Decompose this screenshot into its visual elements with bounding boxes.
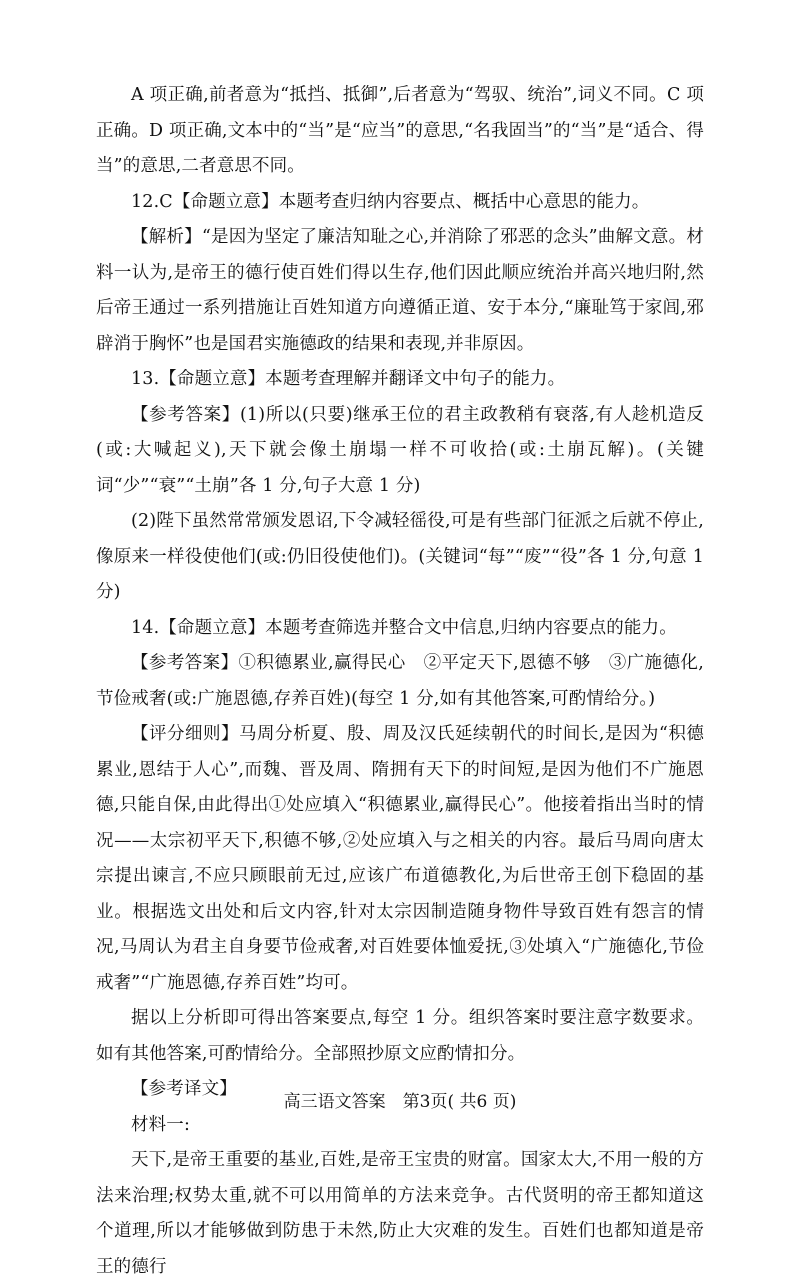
paragraph-material-one-label: 材料一:: [131, 1114, 190, 1135]
paragraph-q13-answer-2: (2)陛下虽然常常颁发恩诏,下令减轻徭役,可是有些部门征派之后就不停止,像原来一样役使他们(或:仍旧役使他们)。(关键词“每”“废”“役”各 1 分,句意 1 分): [96, 511, 704, 602]
paragraph-q12-analysis: 【解析】“是因为坚定了廉洁知耻之心,并消除了邪恶的念头”曲解文意。材料一认为,是帝王的德行使百姓们得以生存,他们因此顺应统治并高兴地归附,然后帝王通过一系列措施让百姓知道方向遵循正道、安于本分,“廉耻笃于家闾,邪辟消于胸怀”也是国君实施德政的结果和表现,并非原因。: [96, 227, 704, 354]
paragraph-translation-text: 天下,是帝王重要的基业,百姓,是帝王宝贵的财富。国家太大,不用一般的方法来治理;权势太重,就不可以用简单的方法来竞争。古代贤明的帝王都知道这个道理,所以才能够做到防患于未然,防止大灾难的发生。百姓们也都知道是帝王的德行: [96, 1150, 704, 1277]
paragraph-q13-intent: 13.【命题立意】本题考查理解并翻译文中句子的能力。: [131, 369, 566, 389]
paragraph-q14-scoring-rules: 【评分细则】马周分析夏、殷、周及汉氏延续朝代的时间长,是因为“积德累业,恩结于人心”,而魏、晋及周、隋拥有天下的时间短,是因为他们不广施恩德,只能自保,由此得出①处应填入“积德累业,赢得民心”。他接着指出当时的情况——太宗初平天下,积德不够,②处应填入与之相关的内容。最后马周向唐太宗提出谏言,不应只顾眼前无过,应该广布道德教化,为后世帝王创下稳固的基业。根据选文出处和后文内容,针对太宗因制造随身物件导致百姓有怨言的情况,马周认为君主自身要节俭戒奢,对百姓要体恤爱抚,③处填入“广施德化,节俭戒奢”“广施恩德,存养百姓”均可。: [96, 724, 704, 993]
paragraph-translation-heading: 【参考译文】: [131, 1079, 237, 1099]
paragraph-q14-answer: 【参考答案】①积德累业,赢得民心 ②平定天下,恩德不够 ③广施德化,节俭戒奢(或:广施恩德,存养百姓)(每空 1 分,如有其他答案,可酌情给分。): [96, 653, 704, 709]
paragraph-q13-answer-1: 【参考答案】(1)所以(只要)继承王位的君主政教稍有衰落,有人趁机造反(或:大喊起义),天下就会像土崩塌一样不可收拾(或:土崩瓦解)。(关键词“少”“衰”“土崩”各 1 分,句子大意 1 分): [96, 404, 704, 496]
paragraph-q14-intent: 14.【命题立意】本题考查筛选并整合文中信息,归纳内容要点的能力。: [131, 617, 677, 638]
paragraph-answer-11-explanation: A 项正确,前者意为“抵挡、抵御”,后者意为“驾驭、统治”,词义不同。C 项正确。D 项正确,文本中的“当”是“应当”的意思,“名我固当”的“当”是“适合、得当”的意思,二者意思不同。: [96, 85, 704, 176]
paragraph-q12-intent: 12.C【命题立意】本题考查归纳内容要点、概括中心意思的能力。: [131, 191, 650, 212]
page-footer: 高三语文答案 第3页( 共6 页): [283, 1092, 517, 1112]
paragraph-q14-summary: 据以上分析即可得出答案要点,每空 1 分。组织答案时要注意字数要求。如有其他答案,可酌情给分。全部照抄原文应酌情扣分。: [96, 1008, 704, 1064]
